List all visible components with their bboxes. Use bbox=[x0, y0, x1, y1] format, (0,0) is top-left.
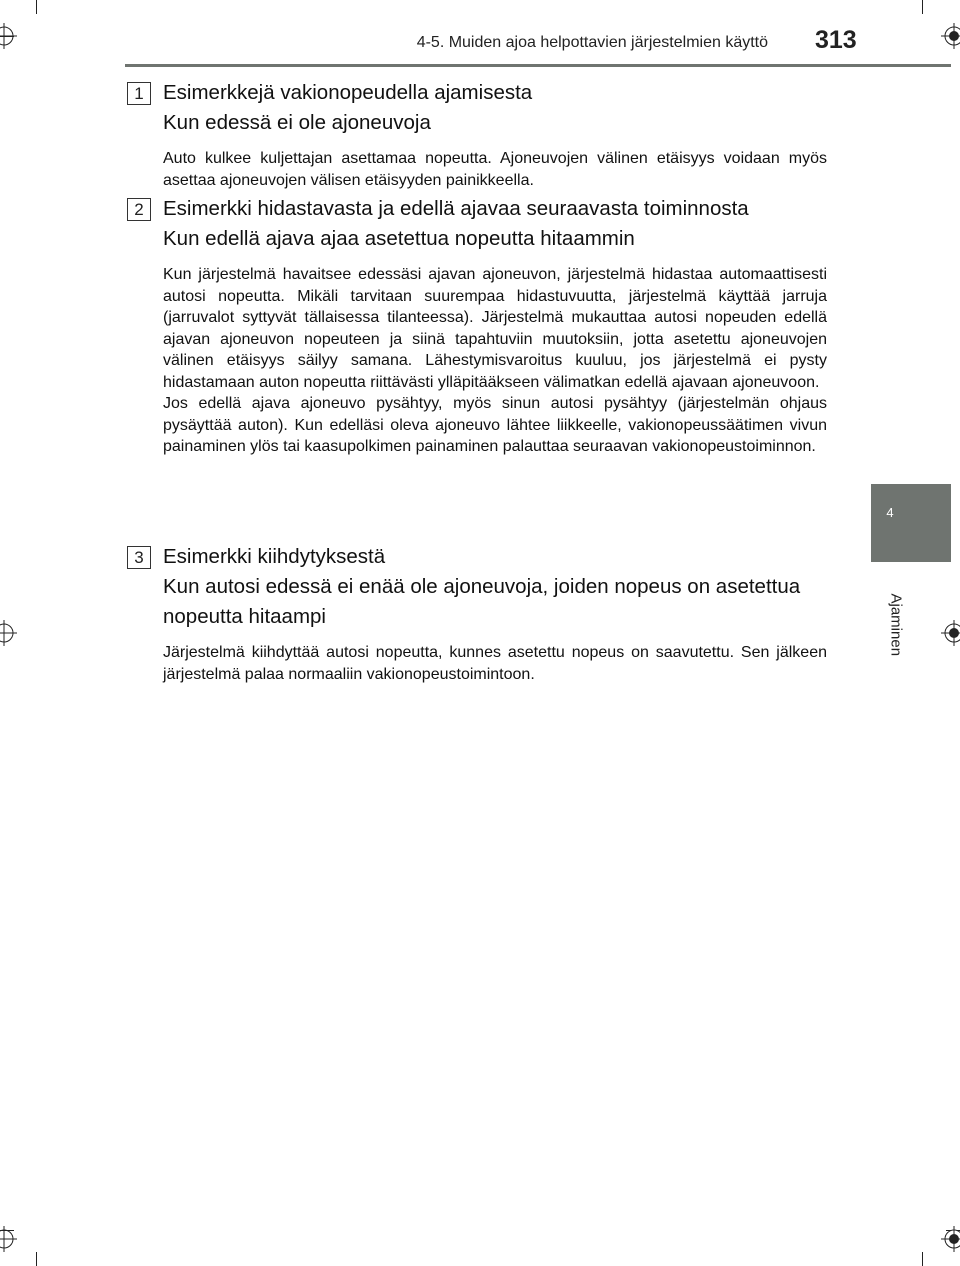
registration-mark-icon bbox=[941, 1226, 960, 1252]
heading-subline: Kun edessä ei ole ajoneuvoja bbox=[163, 111, 431, 134]
chapter-number: 4 bbox=[886, 505, 894, 520]
registration-mark-icon bbox=[941, 620, 960, 646]
heading-subline: Kun autosi edessä ei enää ole ajoneuvoja, joiden nopeus on asetettua nopeutta hitaampi bbox=[163, 575, 801, 628]
paragraph: Jos edellä ajava ajoneuvo pysähtyy, myös sinun autosi pysähtyy (järjestelmän ohjaus pysäyttää auton). Kun edelläsi oleva ajoneuvo lähtee liikkeelle, vakionopeussäätimen vivun painaminen ylös tai kaasupolkimen painaminen palauttaa seuraavan vakionopeustoiminnon. bbox=[163, 395, 827, 455]
registration-mark-icon bbox=[0, 23, 17, 49]
header-rule bbox=[125, 64, 951, 67]
crop-mark bbox=[922, 0, 923, 14]
section-1 bbox=[127, 78, 827, 191]
heading-line: Esimerkki hidastavasta ja edellä ajavaa seuraavasta toiminnosta bbox=[163, 197, 749, 220]
chapter-label: Ajaminen bbox=[887, 593, 905, 657]
paragraph: Auto kulkee kuljettajan asettamaa nopeutta. Ajoneuvojen välinen etäisyys voidaan myös asettaa ajoneuvojen välisen etäisyyden painikkeella. bbox=[163, 150, 827, 189]
crop-mark bbox=[36, 1252, 37, 1266]
section-number-badge: 1 bbox=[127, 82, 151, 105]
heading-subline: Kun edellä ajava ajaa asetettua nopeutta hitaammin bbox=[163, 227, 635, 250]
section-heading bbox=[163, 542, 827, 632]
section-body bbox=[163, 148, 827, 191]
section-title: 4-5. Muiden ajoa helpottavien järjestelmien käyttö bbox=[416, 34, 768, 51]
section-number-badge: 3 bbox=[127, 546, 151, 569]
paragraph: Kun järjestelmä havaitsee edessäsi ajavan ajoneuvon, järjestelmä hidastaa automaattisesti autosi nopeutta. Mikäli tarvitaan suurempaa hidastuvuutta, järjestelmä käyttää jarruja (jarruvalot syttyvät tällaisessa tilanteessa). Järjestelmä mukauttaa autosi nopeuden edellä ajavan ajoneuvon nopeuteen ja siinä tapahtuviin muutoksiin, jotta asetettu ajoneuvojen välinen etäisyys säilyy samana. Lähestymisvaroitus kuuluu, jos järjestelmä ei pysty hidastamaan auton nopeutta riittävästi ylläpitääkseen välimatkan edellä ajavaan ajoneuvoon. bbox=[163, 266, 827, 391]
section-number-badge: 2 bbox=[127, 198, 151, 221]
chapter-tab bbox=[871, 484, 951, 562]
section-body bbox=[163, 642, 827, 685]
section-2 bbox=[127, 194, 827, 458]
section-body bbox=[163, 264, 827, 458]
section-heading bbox=[163, 194, 827, 254]
crop-mark bbox=[36, 0, 37, 14]
registration-mark-icon bbox=[0, 1226, 17, 1252]
page-number: 313 bbox=[815, 26, 857, 54]
crop-mark bbox=[922, 1252, 923, 1266]
heading-line: Esimerkki kiihdytyksestä bbox=[163, 545, 386, 568]
section-heading bbox=[163, 78, 827, 138]
section-3 bbox=[127, 542, 827, 685]
paragraph: Järjestelmä kiihdyttää autosi nopeutta, kunnes asetettu nopeus on saavutettu. Sen jälkeen järjestelmä palaa normaaliin vakionopeustoimintoon. bbox=[163, 644, 827, 683]
registration-mark-icon bbox=[0, 620, 17, 646]
registration-mark-icon bbox=[941, 23, 960, 49]
heading-line: Esimerkkejä vakionopeudella ajamisesta bbox=[163, 81, 533, 104]
